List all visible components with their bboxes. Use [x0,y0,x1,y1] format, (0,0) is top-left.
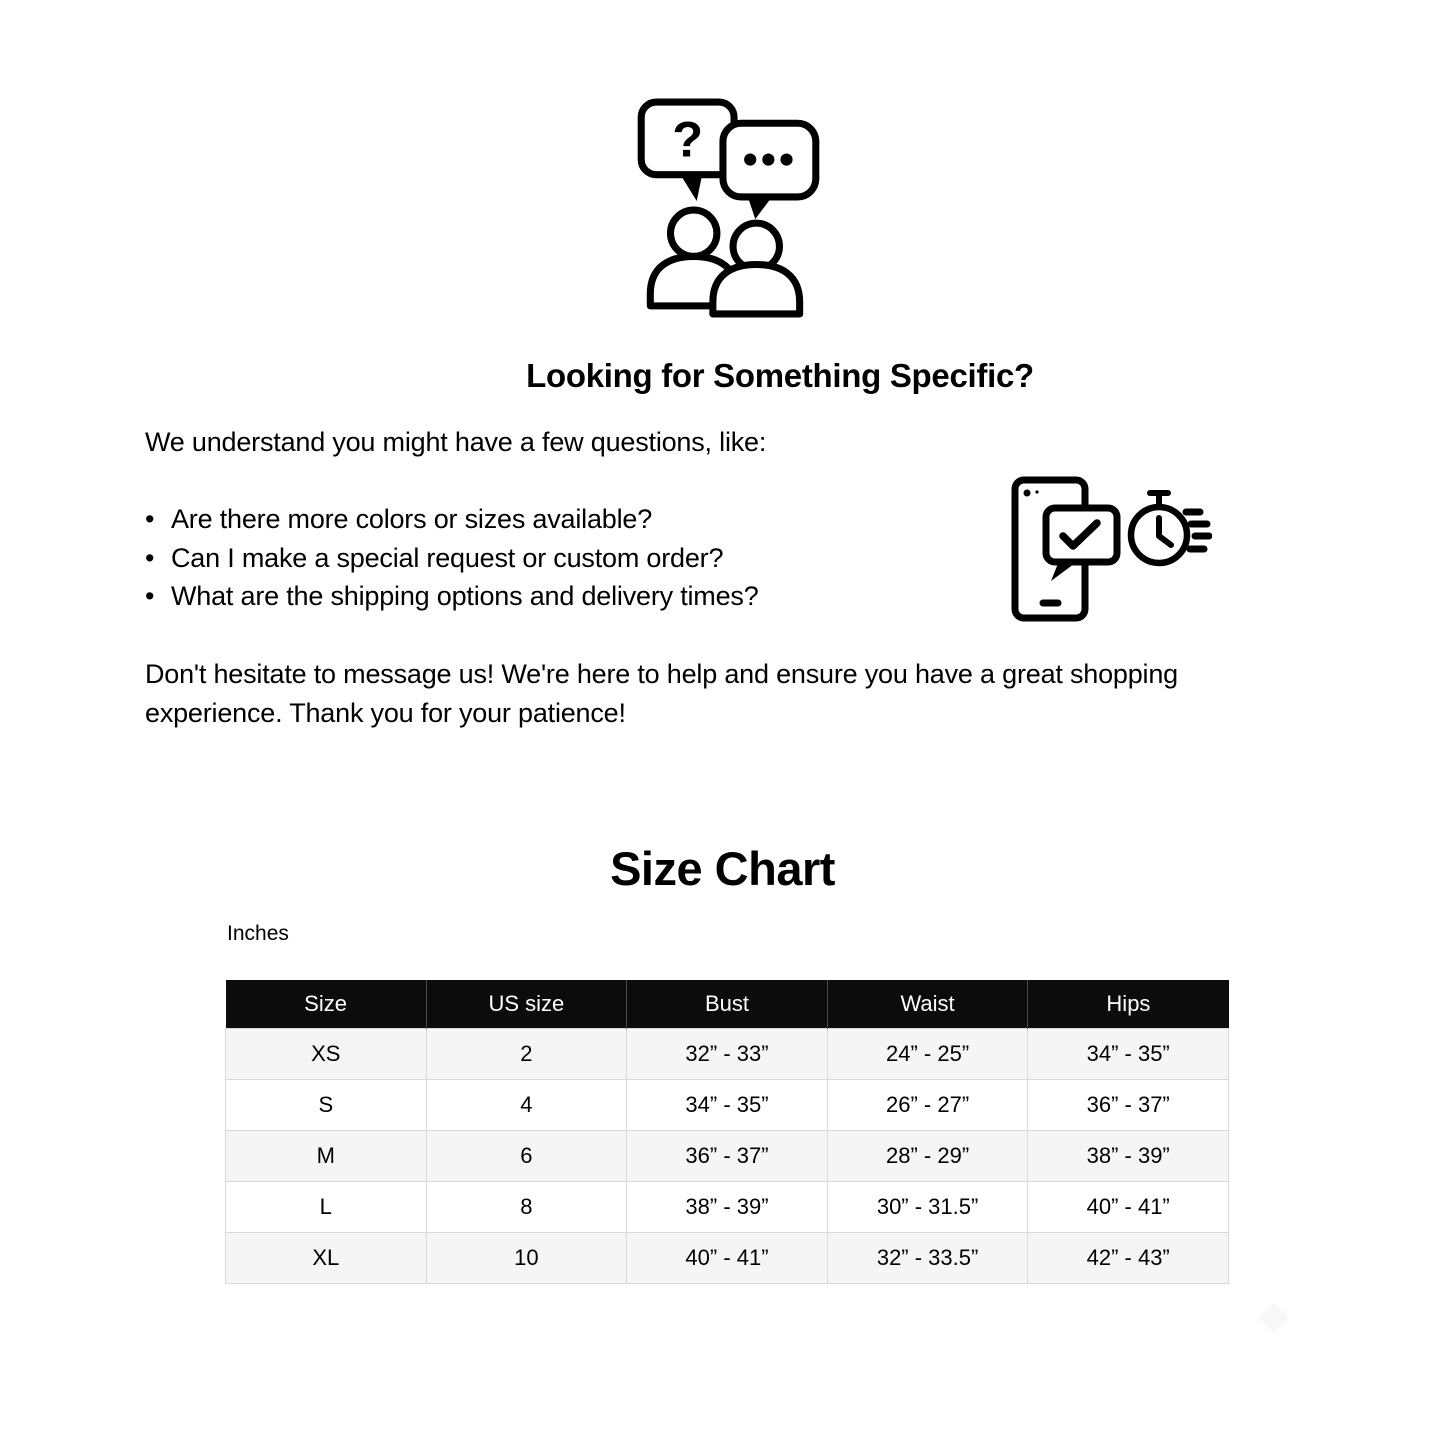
cell-hips: 38” - 39” [1028,1131,1229,1182]
column-header-size: Size [226,980,427,1029]
size-chart-title: Size Chart [610,842,835,895]
list-item [145,577,1045,616]
watermark [1258,1302,1289,1333]
list-item [145,500,1045,539]
people-chat-icon [636,96,820,318]
cell-size: L [226,1182,427,1233]
question-bubble-tail [679,172,703,201]
cell-hips: 40” - 41” [1028,1182,1229,1233]
cell-size: M [226,1131,427,1182]
cell-waist: 28” - 29” [827,1131,1028,1182]
cell-hips: 42” - 43” [1028,1233,1229,1284]
cell-us-size: 2 [426,1029,627,1080]
phone-quick-reply-icon [1008,474,1212,624]
person-right-body [713,265,800,314]
table-row [226,1233,1229,1284]
bullet-icon: • [145,581,155,612]
cell-bust: 38” - 39” [627,1182,828,1233]
table-row [226,1080,1229,1131]
phone-camera-dot [1024,490,1031,497]
cell-size: S [226,1080,427,1131]
cell-waist: 26” - 27” [827,1080,1028,1131]
table-row [226,1182,1229,1233]
size-chart-table [225,980,1229,1284]
cell-waist: 24” - 25” [827,1029,1028,1080]
cell-bust: 40” - 41” [627,1233,828,1284]
question-list [145,500,1045,616]
bullet-icon: • [145,542,155,573]
list-item [145,539,1045,578]
question-mark-glyph: ? [672,110,704,168]
cell-bust: 32” - 33” [627,1029,828,1080]
cell-waist: 32” - 33.5” [827,1233,1028,1284]
bullet-icon: • [145,504,155,534]
cell-us-size: 4 [426,1080,627,1131]
person-left-head [670,210,716,256]
table-row [226,1029,1229,1080]
section-heading: Looking for Something Specific? [526,357,1034,394]
cell-size: XL [226,1233,427,1284]
cell-size: XS [226,1029,427,1080]
cell-us-size: 10 [426,1233,627,1284]
column-header-us-size: US size [426,980,627,1029]
cell-us-size: 8 [426,1182,627,1233]
closing-text: Don't hesitate to message us! We're here to help and ensure you have a great shopping experience. Thank you for your patience! [145,659,1178,728]
table-header-row [226,980,1229,1029]
column-header-bust: Bust [627,980,828,1029]
column-header-hips: Hips [1028,980,1229,1029]
list-item-text: Are there more colors or sizes available? [171,504,653,534]
intro-text: We understand you might have a few questions, like: [145,427,767,457]
cell-us-size: 6 [426,1131,627,1182]
column-header-waist: Waist [827,980,1028,1029]
cell-hips: 34” - 35” [1028,1029,1229,1080]
unit-label: Inches [227,922,289,945]
cell-waist: 30” - 31.5” [827,1182,1028,1233]
table-row [226,1131,1229,1182]
cell-hips: 36” - 37” [1028,1080,1229,1131]
list-item-text: What are the shipping options and delivery times? [171,581,759,612]
cell-bust: 34” - 35” [627,1080,828,1131]
dots-bubble-tail [747,195,773,219]
cell-bust: 36” - 37” [627,1131,828,1182]
list-item-text: Can I make a special request or custom order? [171,542,724,573]
